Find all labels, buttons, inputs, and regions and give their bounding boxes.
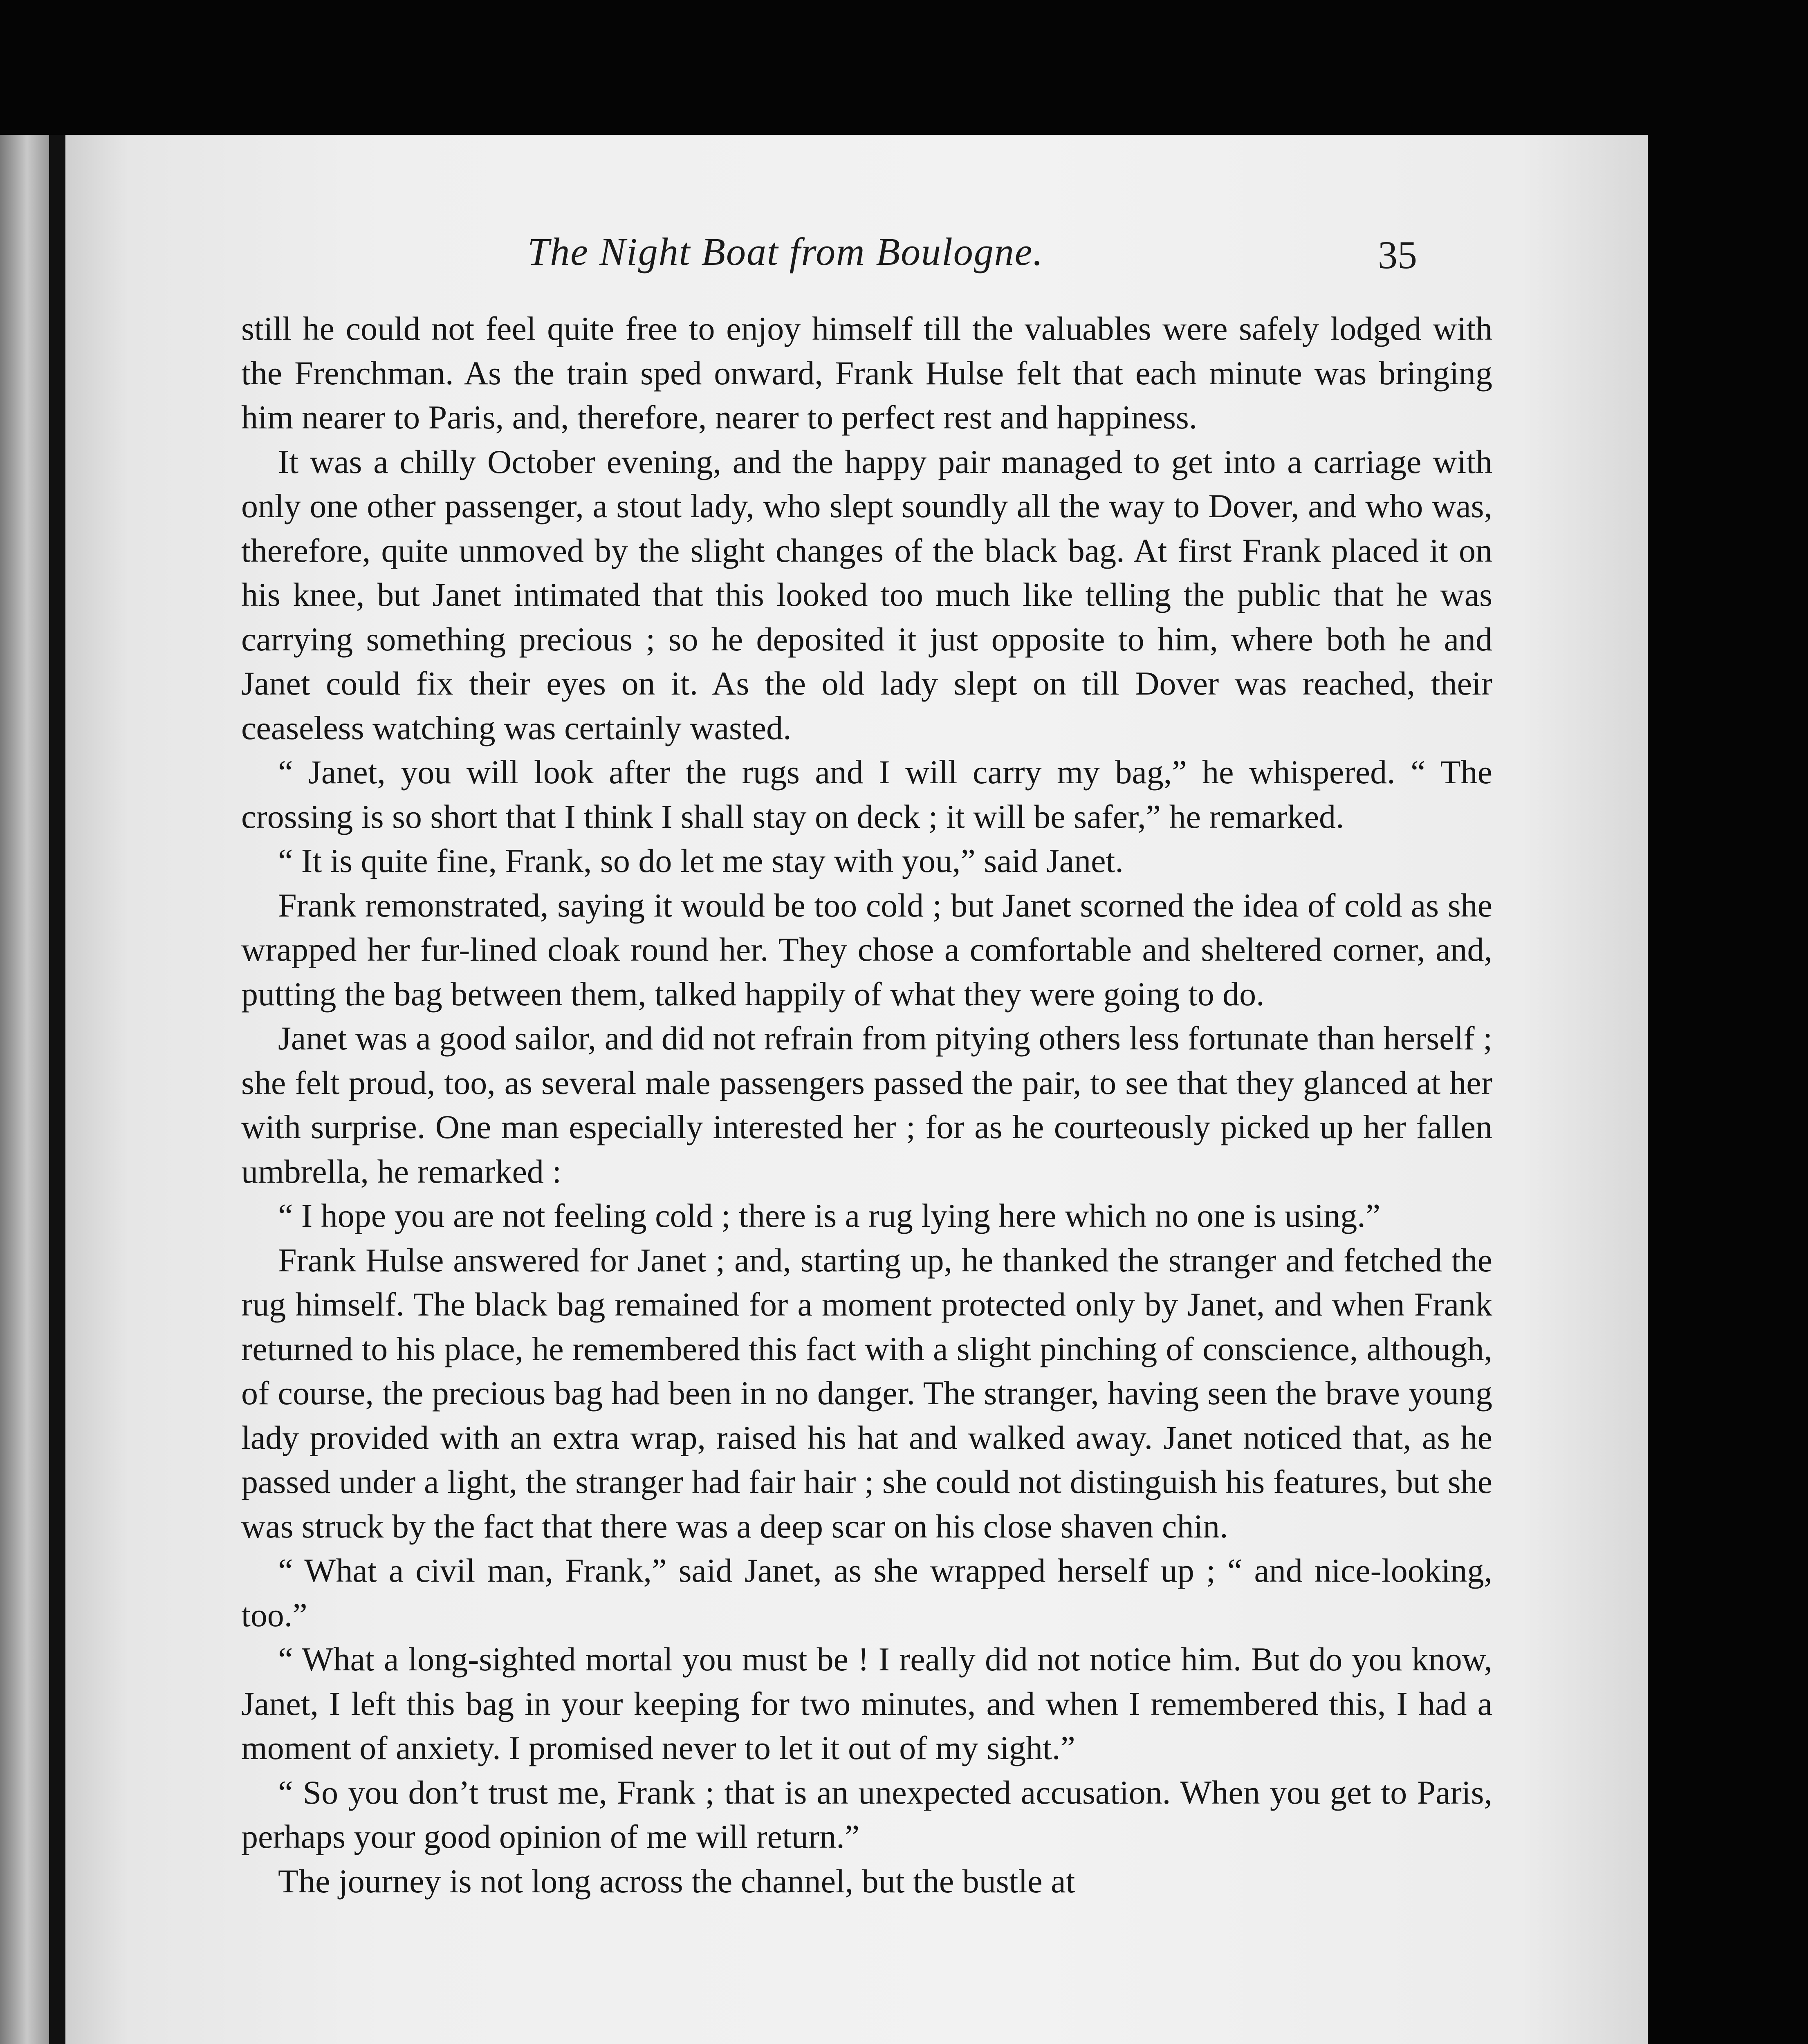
book-spine-gutter [49, 135, 67, 2044]
paragraph: still he could not feel quite free to enjoy himself till the valuables were safely lodged with the Frenchman. As the train sped onward, Frank Hulse felt that each minute was bringing him nearer to Paris, and, therefore, nearer to perfect rest and happiness. [241, 310, 1492, 436]
paragraph: Frank remonstrated, saying it would be too cold ; but Janet scorned the idea of cold as she wrapped her fur-lined cloak round her. They chose a comfortable and sheltered corner, and, putting the bag between them, talked happily of what they were going to do. [241, 886, 1492, 1013]
paragraph: “ What a civil man, Frank,” said Janet, as she wrapped herself up ; “ and nice-looking, too.” [241, 1552, 1492, 1634]
facing-page-edge [0, 135, 49, 2044]
running-title: The Night Boat from Boulogne. [527, 230, 1044, 273]
paragraph: Frank Hulse answered for Janet ; and, starting up, he thanked the stranger and fetched the rug himself. The black bag remained for a moment protected only by Janet, and when Frank returned to his place, he remembered this fact with a slight pinching of conscience, although, of course, the precious bag had been in no danger. The stranger, having seen the brave young lady provided with an extra wrap, raised his hat and walked away. Janet noticed that, as he passed under a light, the stranger had fair hair ; she could not distinguish his features, but she was struck by the fact that there was a deep scar on his close shaven chin. [241, 1241, 1492, 1545]
page-number: 35 [1378, 233, 1417, 277]
paragraph: It was a chilly October evening, and the happy pair managed to get into a carriage with only one other passenger, a stout lady, who slept soundly all the way to Dover, and who was, therefore, quite unmoved by the slight changes of the black bag. At first Frank placed it on his knee, but Janet intimated that this looked too much like telling the public that he was carrying something precious ; so he deposited it just opposite to him, where both he and Janet could fix their eyes on it. As the old lady slept on till Dover was reached, their ceaseless watching was certainly wasted. [241, 443, 1492, 746]
paragraph: “ It is quite fine, Frank, so do let me stay with you,” said Janet. [278, 842, 1124, 879]
paragraph: “ Janet, you will look after the rugs and I will carry my bag,” he whispered. “ The crossing is so short that I think I shall stay on deck ; it will be safer,” he remarked. [241, 753, 1492, 835]
paragraph: The journey is not long across the channel, but the bustle at [278, 1862, 1075, 1900]
body-text [241, 307, 1492, 1903]
paragraph: Janet was a good sailor, and did not refrain from pitying others less fortunate than herself ; she felt proud, too, as several male passengers passed the pair, to see that they glanced at her with surprise. One man especially interested her ; for as he courteously picked up her fallen umbrella, he remarked : [241, 1020, 1492, 1190]
paragraph: “ So you don’t trust me, Frank ; that is an unexpected accusation. When you get to Paris, perhaps your good opinion of me will return.” [241, 1773, 1492, 1855]
book-page [65, 135, 1648, 2044]
paragraph: “ I hope you are not feeling cold ; there is a rug lying here which no one is using.” [278, 1197, 1381, 1234]
paragraph: “ What a long-sighted mortal you must be ! I really did not notice him. But do you know, Janet, I left this bag in your keeping for two minutes, and when I remembered this, I had a moment of anxiety. I promised never to let it out of my sight.” [241, 1641, 1492, 1766]
